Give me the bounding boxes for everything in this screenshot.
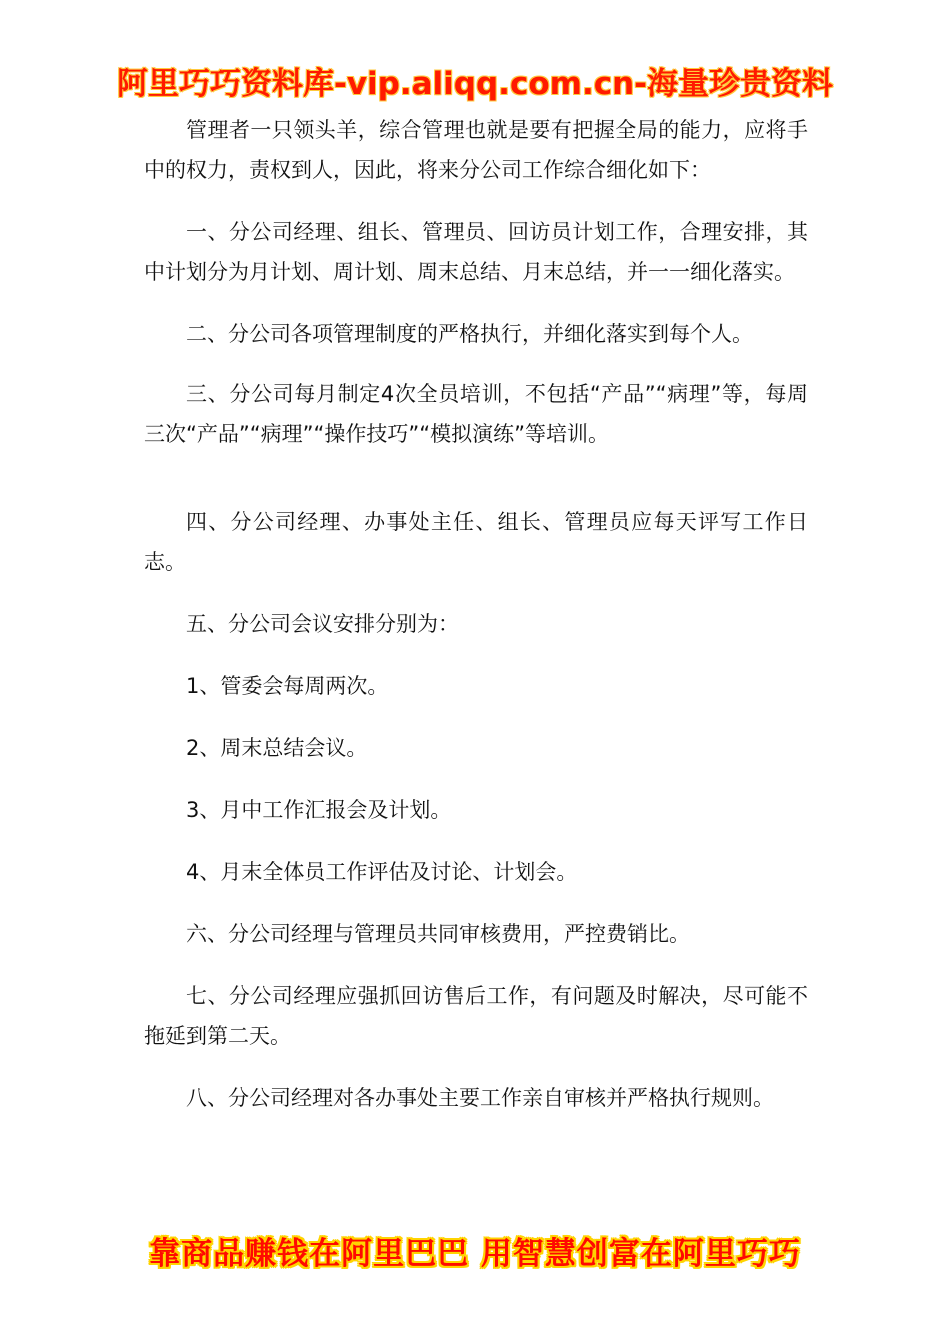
list-item-meeting-3: 3、月中工作汇报会及计划。 — [186, 798, 452, 822]
paragraph-item-4: 四、分公司经理、办事处主任、组长、管理员应每天评写工作日志。 — [144, 510, 808, 574]
paragraph-item-5: 五、分公司会议安排分别为： — [186, 612, 459, 636]
paragraph-item-1: 一、分公司经理、组长、管理员、回访员计划工作，合理安排，其中计划分为月计划、周计划、周末总结、月末总结，并一一细化落实。 — [144, 220, 808, 284]
paragraph-item-6: 六、分公司经理与管理员共同审核费用，严控费销比。 — [186, 922, 690, 946]
list-item-meeting-4: 4、月末全体员工作评估及讨论、计划会。 — [186, 860, 578, 884]
footer-banner: 靠商品赚钱在阿里巴巴 用智慧创富在阿里巧巧 — [149, 1236, 801, 1272]
paragraph-item-7: 七、分公司经理应强抓回访售后工作，有问题及时解决，尽可能不拖延到第二天。 — [144, 984, 808, 1048]
list-item-meeting-1: 1、管委会每周两次。 — [186, 674, 389, 698]
paragraph-item-2: 二、分公司各项管理制度的严格执行，并细化落实到每个人。 — [186, 322, 753, 346]
header-banner: 阿里巧巧资料库-vip.aliqq.com.cn-海量珍贵资料 — [116, 66, 834, 102]
paragraph-item-8: 八、分公司经理对各办事处主要工作亲自审核并严格执行规则。 — [186, 1086, 774, 1110]
document-body — [144, 110, 808, 1118]
paragraph-intro: 管理者一只领头羊，综合管理也就是要有把握全局的能力，应将手中的权力，责权到人，因此，将来分公司工作综合细化如下： — [144, 118, 808, 182]
paragraph-item-3: 三、分公司每月制定4次全员培训，不包括“产品”“病理”等，每周三次“产品”“病理”“操作技巧”“模拟演练”等培训。 — [144, 382, 808, 446]
list-item-meeting-2: 2、周末总结会议。 — [186, 736, 368, 760]
